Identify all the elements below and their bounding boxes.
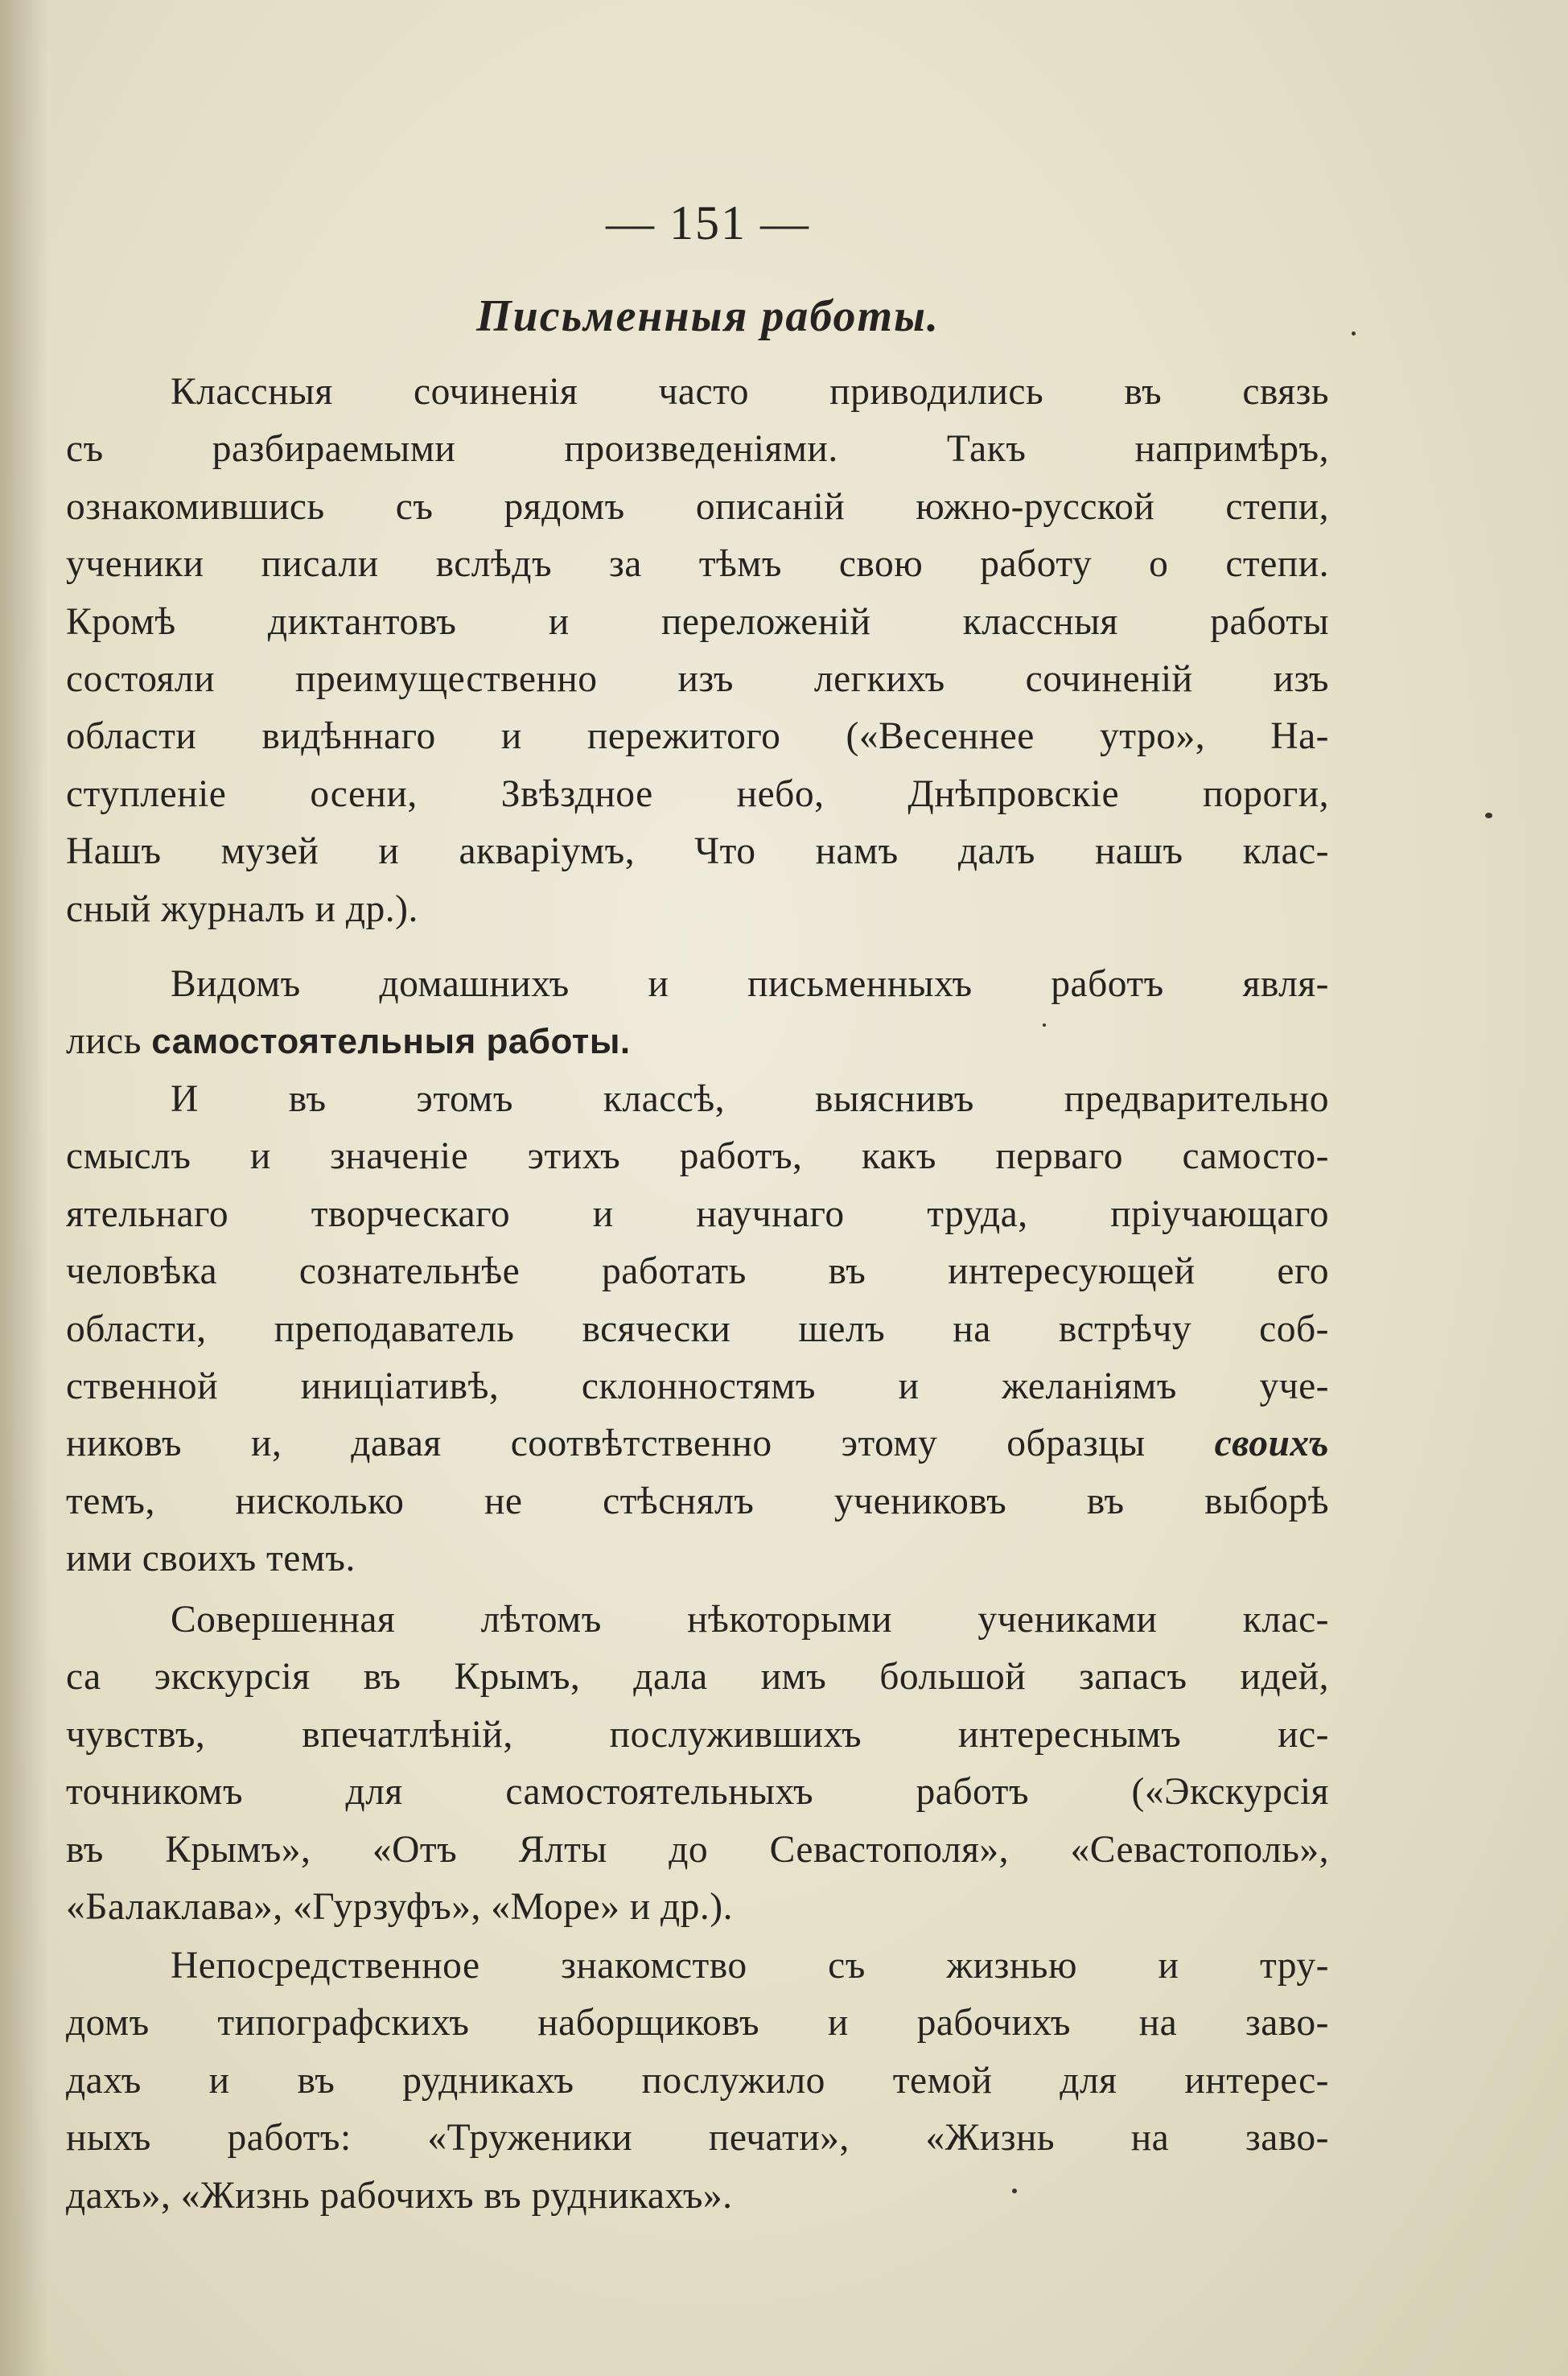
text-line: чувствъ, впечатлѣній, послужившихъ интереснымъ ис- — [66, 1713, 1329, 1756]
text-line — [66, 1415, 1329, 1472]
text-line — [66, 1013, 1329, 1070]
text-fragment: лись — [66, 1020, 142, 1063]
text-line: въ Крымъ», «Отъ Ялты до Севастополя», «Севастополь», — [66, 1828, 1329, 1871]
text-line: «Балаклава», «Гурзуфъ», «Море» и др.). — [66, 1885, 734, 1928]
text-line: человѣка сознательнѣе работать въ интересующей его — [66, 1250, 1329, 1293]
text-line: Кромѣ диктантовъ и переложеній классныя работы — [66, 600, 1329, 643]
text-line: И въ этомъ классѣ, выяснивъ предварительно — [171, 1078, 1329, 1120]
text-line: смыслъ и значеніе этихъ работъ, какъ перваго самосто- — [66, 1135, 1329, 1178]
text-line: Видомъ домашнихъ и письменныхъ работъ явля- — [171, 963, 1329, 1005]
text-line: Классныя сочиненія часто приводились въ связь — [171, 371, 1329, 413]
text-fragment: никовъ и, давая соотвѣтственно этому образцы — [66, 1423, 1146, 1465]
text-line: са экскурсія въ Крымъ, дала имъ большой запасъ идей, — [66, 1656, 1329, 1699]
text-line: дахъ и въ рудникахъ послужило темой для интерес- — [66, 2059, 1329, 2102]
paragraph-2 — [66, 956, 1329, 1071]
text-line: сный журналъ и др.). — [66, 887, 418, 930]
text-line: съ разбираемыми произведеніями. Такъ напримѣръ, — [66, 428, 1329, 471]
ink-speck — [1485, 813, 1492, 818]
text-line: ятельнаго творческаго и научнаго труда, пріучающаго — [66, 1192, 1329, 1235]
text-line: ученики писали вслѣдъ за тѣмъ свою работу о степи. — [66, 543, 1329, 586]
paragraph-3 — [66, 1071, 1329, 1588]
text-line: ими своихъ темъ. — [66, 1538, 356, 1580]
text-line: домъ типографскихъ наборщиковъ и рабочихъ на заво- — [66, 2002, 1329, 2045]
section-title: Письменныя работы. — [476, 291, 940, 341]
text-line: состояли преимущественно изъ легкихъ сочиненій изъ — [66, 657, 1329, 700]
text-line: ознакомившись съ рядомъ описаній южно-русской степи, — [66, 485, 1329, 528]
text-line: области, преподаватель всячески шелъ на встрѣчу соб- — [66, 1307, 1329, 1350]
text-line: Непосредственное знакомство съ жизнью и тру- — [171, 1945, 1329, 1987]
binding-shadow — [0, 0, 48, 2376]
bold-emphasis: самостоятельныя работы. — [151, 1022, 631, 1062]
paragraph-5 — [66, 1937, 1329, 2225]
paragraph-1 — [66, 364, 1329, 938]
text-line: ственной иниціативѣ, склонностямъ и желаніямъ уче- — [66, 1365, 1329, 1407]
text-line: Совершенная лѣтомъ нѣкоторыми учениками клас- — [171, 1599, 1329, 1641]
page-number: — 151 — — [606, 196, 810, 249]
text-line: дахъ», «Жизнь рабочихъ въ рудникахъ». — [66, 2174, 733, 2217]
text-line: ступленіе осени, Звѣздное небо, Днѣпровскіе пороги, — [66, 772, 1329, 815]
text-line: Нашъ музей и акваріумъ, Что намъ далъ нашъ клас- — [66, 830, 1329, 873]
text-line: области видѣннаго и пережитого («Весеннее утро», На- — [66, 715, 1329, 758]
text-line: ныхъ работъ: «Труженики печати», «Жизнь на заво- — [66, 2117, 1329, 2160]
italic-emphasis: своихъ — [1214, 1423, 1330, 1465]
text-line: темъ, нисколько не стѣснялъ учениковъ въ выборѣ — [66, 1480, 1329, 1522]
text-line: точникомъ для самостоятельныхъ работъ («Экскурсія — [66, 1771, 1329, 1814]
paragraph-4 — [66, 1592, 1329, 1936]
